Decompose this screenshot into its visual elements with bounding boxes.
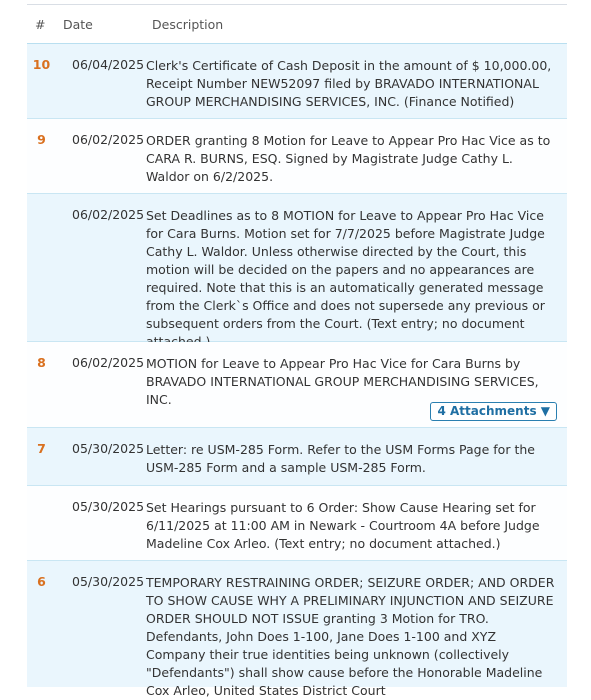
entry-date: 05/30/2025: [72, 499, 145, 514]
docket-row: [27, 428, 567, 486]
entry-description: Set Deadlines as to 8 MOTION for Leave to Appear Pro Hac Vice for Cara Burns. Motion set for 7/7/2025 before Magistrate Judge Cathy L. Waldor. Unless otherwise directed by the Court, this motion will be decided on the papers and no appearances are required. Note that this is an automatically generated message from the Clerk`s Office and does not supersede any previous or subsequent orders from the Court. (Text entry; no document: [146, 208, 545, 331]
entry-number[interactable]: 6: [37, 574, 46, 589]
docket-row: [27, 342, 567, 428]
attachments-button[interactable]: 4 Attachments ▼: [430, 402, 557, 421]
table-header: [27, 4, 567, 44]
entry-date: 06/02/2025: [72, 355, 145, 370]
docket-row: [27, 119, 567, 194]
entry-date: 06/02/2025: [72, 207, 145, 222]
entry-date: 05/30/2025: [72, 441, 145, 456]
entry-description: Letter: re USM-285 Form. Refer to the USM Forms Page for the USM-285 Form and a sample USM-285 Form.: [146, 442, 535, 475]
entry-date: 05/30/2025: [72, 574, 145, 589]
entry-description: TEMPORARY RESTRAINING ORDER; SEIZURE ORDER; AND ORDER TO SHOW CAUSE WHY A PRELIMINARY INJUNCTION AND SEIZURE ORDER SHOULD NOT ISSUE granting 3 Motion for TRO. Defendants, John Does 1-100, Jane Does 1-100 and XYZ Company their true identities being unknown (collectively "Defendants") shall show cause before the Honorable Madeline Cox Arleo, United States District Court: [146, 575, 555, 698]
entry-description: Set Hearings pursuant to 6 Order: Show Cause Hearing set for 6/11/2025 at 11:00 AM in Newark - Courtroom 4A before Judge Madeline Cox Arleo. (Text entry; no document attached.): [146, 500, 540, 551]
entry-description: Clerk's Certificate of Cash Deposit in the amount of $ 10,000.00, Receipt Number NEW52097 filed by BRAVADO INTERNATIONAL GROUP MERCHANDISING SERVICES, INC. (Finance Notified): [146, 58, 552, 109]
entry-date: 06/04/2025: [72, 57, 145, 72]
header-num: #: [35, 17, 46, 32]
docket-row: [27, 194, 567, 342]
entry-description: MOTION for Leave to Appear Pro Hac Vice for Cara Burns by BRAVADO INTERNATIONAL GROUP MERCHANDISING SERVICES, INC.: [146, 356, 539, 407]
entry-number[interactable]: 7: [37, 441, 46, 456]
entry-number[interactable]: 8: [37, 355, 46, 370]
docket-row: [27, 561, 567, 698]
entry-number[interactable]: 10: [32, 57, 51, 72]
entry-description: ORDER granting 8 Motion for Leave to Appear Pro Hac Vice as to CARA R. BURNS, ESQ. Signed by Magistrate Judge Cathy L. Waldor on 6/2/2025.: [146, 133, 551, 184]
entry-number[interactable]: 9: [37, 132, 46, 147]
header-date: Date: [63, 17, 93, 32]
docket-table: [27, 4, 567, 698]
docket-row: [27, 44, 567, 119]
docket-row: [27, 486, 567, 561]
header-description: Description: [152, 17, 224, 32]
entry-date: 06/02/2025: [72, 132, 145, 147]
